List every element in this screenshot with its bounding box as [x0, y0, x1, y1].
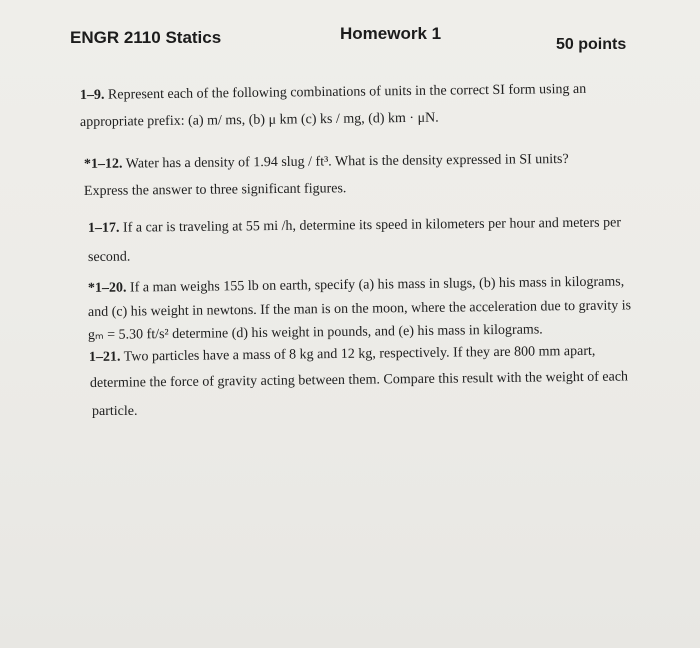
problem-text: determine the force of gravity acting between them. Compare this result with the weight of each [89, 369, 629, 391]
problem-number: 1–17. [87, 220, 120, 236]
problem-1-12-line-1 [84, 152, 569, 173]
problem-1-17-line-2 [88, 250, 131, 266]
problem-text: Represent each of the following combinations of units in the correct SI form using an [107, 81, 587, 103]
problem-1-9-line-1 [80, 82, 586, 104]
problem-number: *1–12. [83, 156, 123, 172]
problem-text: If a car is traveling at 55 mi /h, determine its speed in kilometers per hour and meters per [122, 215, 622, 236]
problem-text: Express the answer to three significant figures. [83, 181, 347, 199]
problem-text: Two particles have a mass of 8 kg and 12 kg, respectively. If they are 800 mm apart, [123, 343, 596, 365]
problem-1-20-line-2 [88, 298, 631, 321]
problem-text: second. [87, 249, 131, 265]
problem-1-20-line-1 [88, 274, 624, 297]
problem-1-12-line-2 [84, 181, 347, 200]
problem-text: and (c) his weight in newtons. If the man is on the moon, where the acceleration due to gravity is [87, 298, 632, 320]
problem-text: If a man weighs 155 lb on earth, specify (a) his mass in slugs, (b) his mass in kilograms, [129, 274, 625, 296]
problem-text: appropriate prefix: (a) m/ ms, (b) μ km (c) ks / mg, (d) km · μN. [79, 110, 439, 130]
problem-number: 1–21. [88, 349, 121, 365]
problem-1-9-line-2 [80, 111, 439, 131]
problem-number: 1–9. [79, 87, 105, 103]
problem-1-21-line-1 [89, 344, 596, 366]
problem-1-21-line-2 [90, 369, 628, 392]
problem-1-20-line-3 [88, 321, 543, 344]
problem-text: gₘ = 5.30 ft/s² determine (d) his weight in pounds, and (e) his mass in kilograms. [87, 322, 543, 343]
homework-title: Homework 1 [340, 24, 442, 43]
problem-text: particle. [92, 404, 138, 419]
problem-text: Water has a density of 1.94 slug / ft³. What is the density expressed in SI units? [125, 151, 569, 172]
problem-1-21-line-3 [92, 404, 137, 420]
problem-number: *1–20. [87, 280, 127, 296]
course-title: ENGR 2110 Statics [70, 28, 222, 47]
points-label: 50 points [556, 36, 627, 53]
problem-1-17-line-1 [88, 215, 621, 237]
